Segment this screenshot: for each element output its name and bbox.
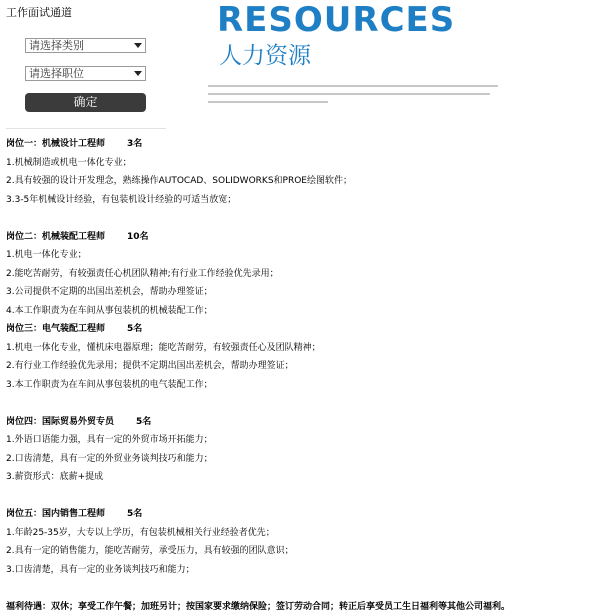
job-title [6, 228, 598, 247]
job-title-text: 岗位四：国际贸易外贸专员 [6, 417, 114, 427]
job-count: 5名 [136, 413, 151, 432]
confirm-button[interactable]: 确定 [25, 93, 146, 112]
requirement-item: 1.年龄25-35岁，大专以上学历，有包装机械相关行业经验者优先； [6, 524, 598, 543]
requirement-item: 3.3-5年机械设计经验，有包装机设计经验的可适当放宽； [6, 191, 598, 210]
position-select[interactable] [25, 66, 146, 81]
chevron-down-icon [134, 71, 142, 76]
requirement-item: 3.口齿清楚，具有一定的业务谈判技巧和能力； [6, 561, 598, 580]
requirement-item: 2.口齿清楚，具有一定的外贸业务谈判技巧和能力； [6, 450, 598, 469]
requirement-item: 3.本工作职责为在车间从事包装机的电气装配工作； [6, 376, 598, 395]
job-title [6, 135, 598, 154]
job-count: 3名 [127, 135, 142, 154]
requirement-item: 3.公司提供不定期的出国出差机会，帮助办理签证； [6, 283, 598, 302]
job-title [6, 413, 598, 432]
widget-title: 工作面试通道 [6, 6, 72, 19]
requirement-item: 2.能吃苦耐劳，有较强责任心机团队精神;有行业工作经验优先录用； [6, 265, 598, 284]
category-select[interactable] [25, 38, 146, 53]
job-count: 5名 [127, 505, 142, 524]
divider [6, 128, 166, 129]
requirement-item: 4.本工作职责为在车间从事包装机的机械装配工作； [6, 302, 598, 321]
requirement-item: 1.外语口语能力强，具有一定的外贸市场开拓能力； [6, 431, 598, 450]
job-title-text: 岗位二：机械装配工程师 [6, 232, 105, 242]
position-select-value: 请选择职位 [29, 67, 84, 80]
category-select-value: 请选择类别 [29, 39, 84, 52]
job-count: 10名 [127, 228, 149, 247]
brand-title-cn: 人力资源 [219, 41, 311, 71]
requirement-item: 1.机电一体化专业，懂机床电器原理；能吃苦耐劳，有较强责任心及团队精神； [6, 339, 598, 358]
resources-banner [208, 0, 600, 128]
interview-widget [0, 0, 168, 128]
job-title-text: 岗位五：国内销售工程师 [6, 509, 105, 519]
job-title [6, 505, 598, 524]
requirement-item: 2.具有较强的设计开发理念，熟练操作AUTOCAD、SOLIDWORKS和PROE绘图软件； [6, 172, 598, 191]
job-listings [6, 135, 598, 616]
requirement-item: 3.薪资形式：底薪+提成 [6, 468, 598, 487]
job-title-text: 岗位三：电气装配工程师 [6, 324, 105, 334]
requirement-item: 1.机电一体化专业； [6, 246, 598, 265]
banner-description [208, 81, 508, 109]
job-title [6, 320, 598, 339]
chevron-down-icon [134, 43, 142, 48]
requirement-item: 2.有行业工作经验优先录用；提供不定期出国出差机会，帮助办理签证； [6, 357, 598, 376]
requirement-item: 2.具有一定的销售能力，能吃苦耐劳，承受压力，具有较强的团队意识； [6, 542, 598, 561]
job-title-text: 岗位一：机械设计工程师 [6, 139, 105, 149]
banner-fine-print [208, 81, 508, 107]
welfare-text: 福利待遇：双休；享受工作午餐；加班另计；按国家要求缴纳保险；签订劳动合同；转正后享受员工生日福利等其他公司福利。 [6, 598, 598, 616]
job-count: 5名 [127, 320, 142, 339]
brand-title-en: RESOURCES [217, 0, 455, 40]
requirement-item: 1.机械制造或机电一体化专业； [6, 154, 598, 173]
